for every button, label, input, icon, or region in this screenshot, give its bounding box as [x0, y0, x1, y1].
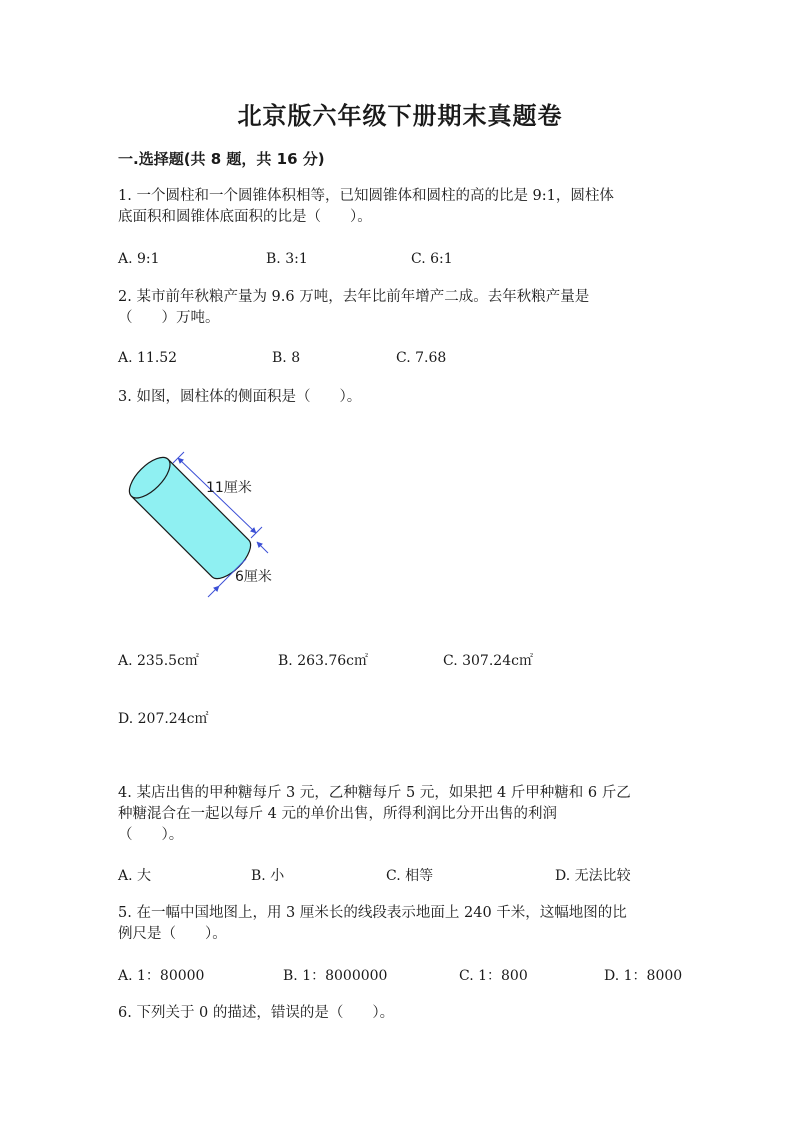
question-6-text: [118, 1003, 678, 1024]
cylinder-diagram: [118, 440, 298, 610]
question-2-option-b: B. 8: [272, 350, 301, 366]
question-3-option-b: B. 263.76c㎡: [278, 653, 369, 669]
question-2-option-c: C. 7.68: [396, 350, 447, 366]
question-4-text: [118, 783, 678, 846]
question-4-line-3: （ ）。: [118, 827, 184, 843]
question-2-text: [118, 287, 678, 329]
question-1-option-b: B. 3:1: [266, 251, 308, 267]
question-4-line-1: 4. 某店出售的甲种糖每斤 3 元，乙种糖每斤 5 元，如果把 4 斤甲种糖和 6 斤乙: [118, 785, 631, 801]
question-4-option-d: D. 无法比较: [555, 868, 631, 884]
question-4-line-2: 种糖混合在一起以每斤 4 元的单价出售，所得利润比分开出售的利润: [118, 806, 557, 822]
question-4-option-c: C. 相等: [386, 868, 434, 884]
question-5-line-2: 例尺是（ ）。: [118, 926, 227, 942]
question-1-option-c: C. 6:1: [411, 251, 453, 267]
question-1-text: [118, 186, 678, 228]
question-2-line-1: 2. 某市前年秋粮产量为 9.6 万吨，去年比前年增产二成。去年秋粮产量是: [118, 289, 590, 305]
question-5-option-b: B. 1：8000000: [283, 968, 388, 984]
question-1-line-1: 1. 一个圆柱和一个圆锥体积相等，已知圆锥体和圆柱的高的比是 9:1，圆柱体: [118, 188, 614, 204]
question-5-option-c: C. 1：800: [459, 968, 528, 984]
cylinder-figure: [118, 440, 298, 610]
question-5-option-a: A. 1：80000: [118, 968, 205, 984]
question-1-option-a: A. 9:1: [118, 251, 160, 267]
cylinder-shape: [123, 451, 257, 585]
question-3-line-1: 3. 如图，圆柱体的侧面积是（ ）。: [118, 389, 362, 405]
section-heading: 一.选择题(共 8 题，共 16 分): [118, 150, 325, 168]
question-2-line-2: （ ）万吨。: [118, 310, 220, 326]
question-5-text: [118, 903, 678, 945]
diameter-label: 6厘米: [235, 569, 272, 585]
page-title: 北京版六年级下册期末真题卷: [237, 102, 563, 130]
question-4-option-a: A. 大: [118, 868, 152, 884]
question-6-line-1: 6. 下列关于 0 的描述，错误的是（ ）。: [118, 1005, 395, 1021]
question-4-option-b: B. 小: [251, 868, 285, 884]
question-1-line-2: 底面积和圆锥体底面积的比是（ ）。: [118, 209, 372, 225]
question-3-option-a: A. 235.5c㎡: [118, 653, 199, 669]
question-5-option-d: D. 1：8000: [604, 968, 683, 984]
question-3-option-c: C. 307.24c㎡: [443, 653, 533, 669]
question-2-option-a: A. 11.52: [118, 350, 178, 366]
question-5-line-1: 5. 在一幅中国地图上，用 3 厘米长的线段表示地面上 240 千米，这幅地图的比: [118, 905, 627, 921]
length-label: 11厘米: [206, 480, 252, 496]
question-3-option-d: D. 207.24c㎡: [118, 711, 209, 727]
question-3-text: [118, 387, 678, 408]
